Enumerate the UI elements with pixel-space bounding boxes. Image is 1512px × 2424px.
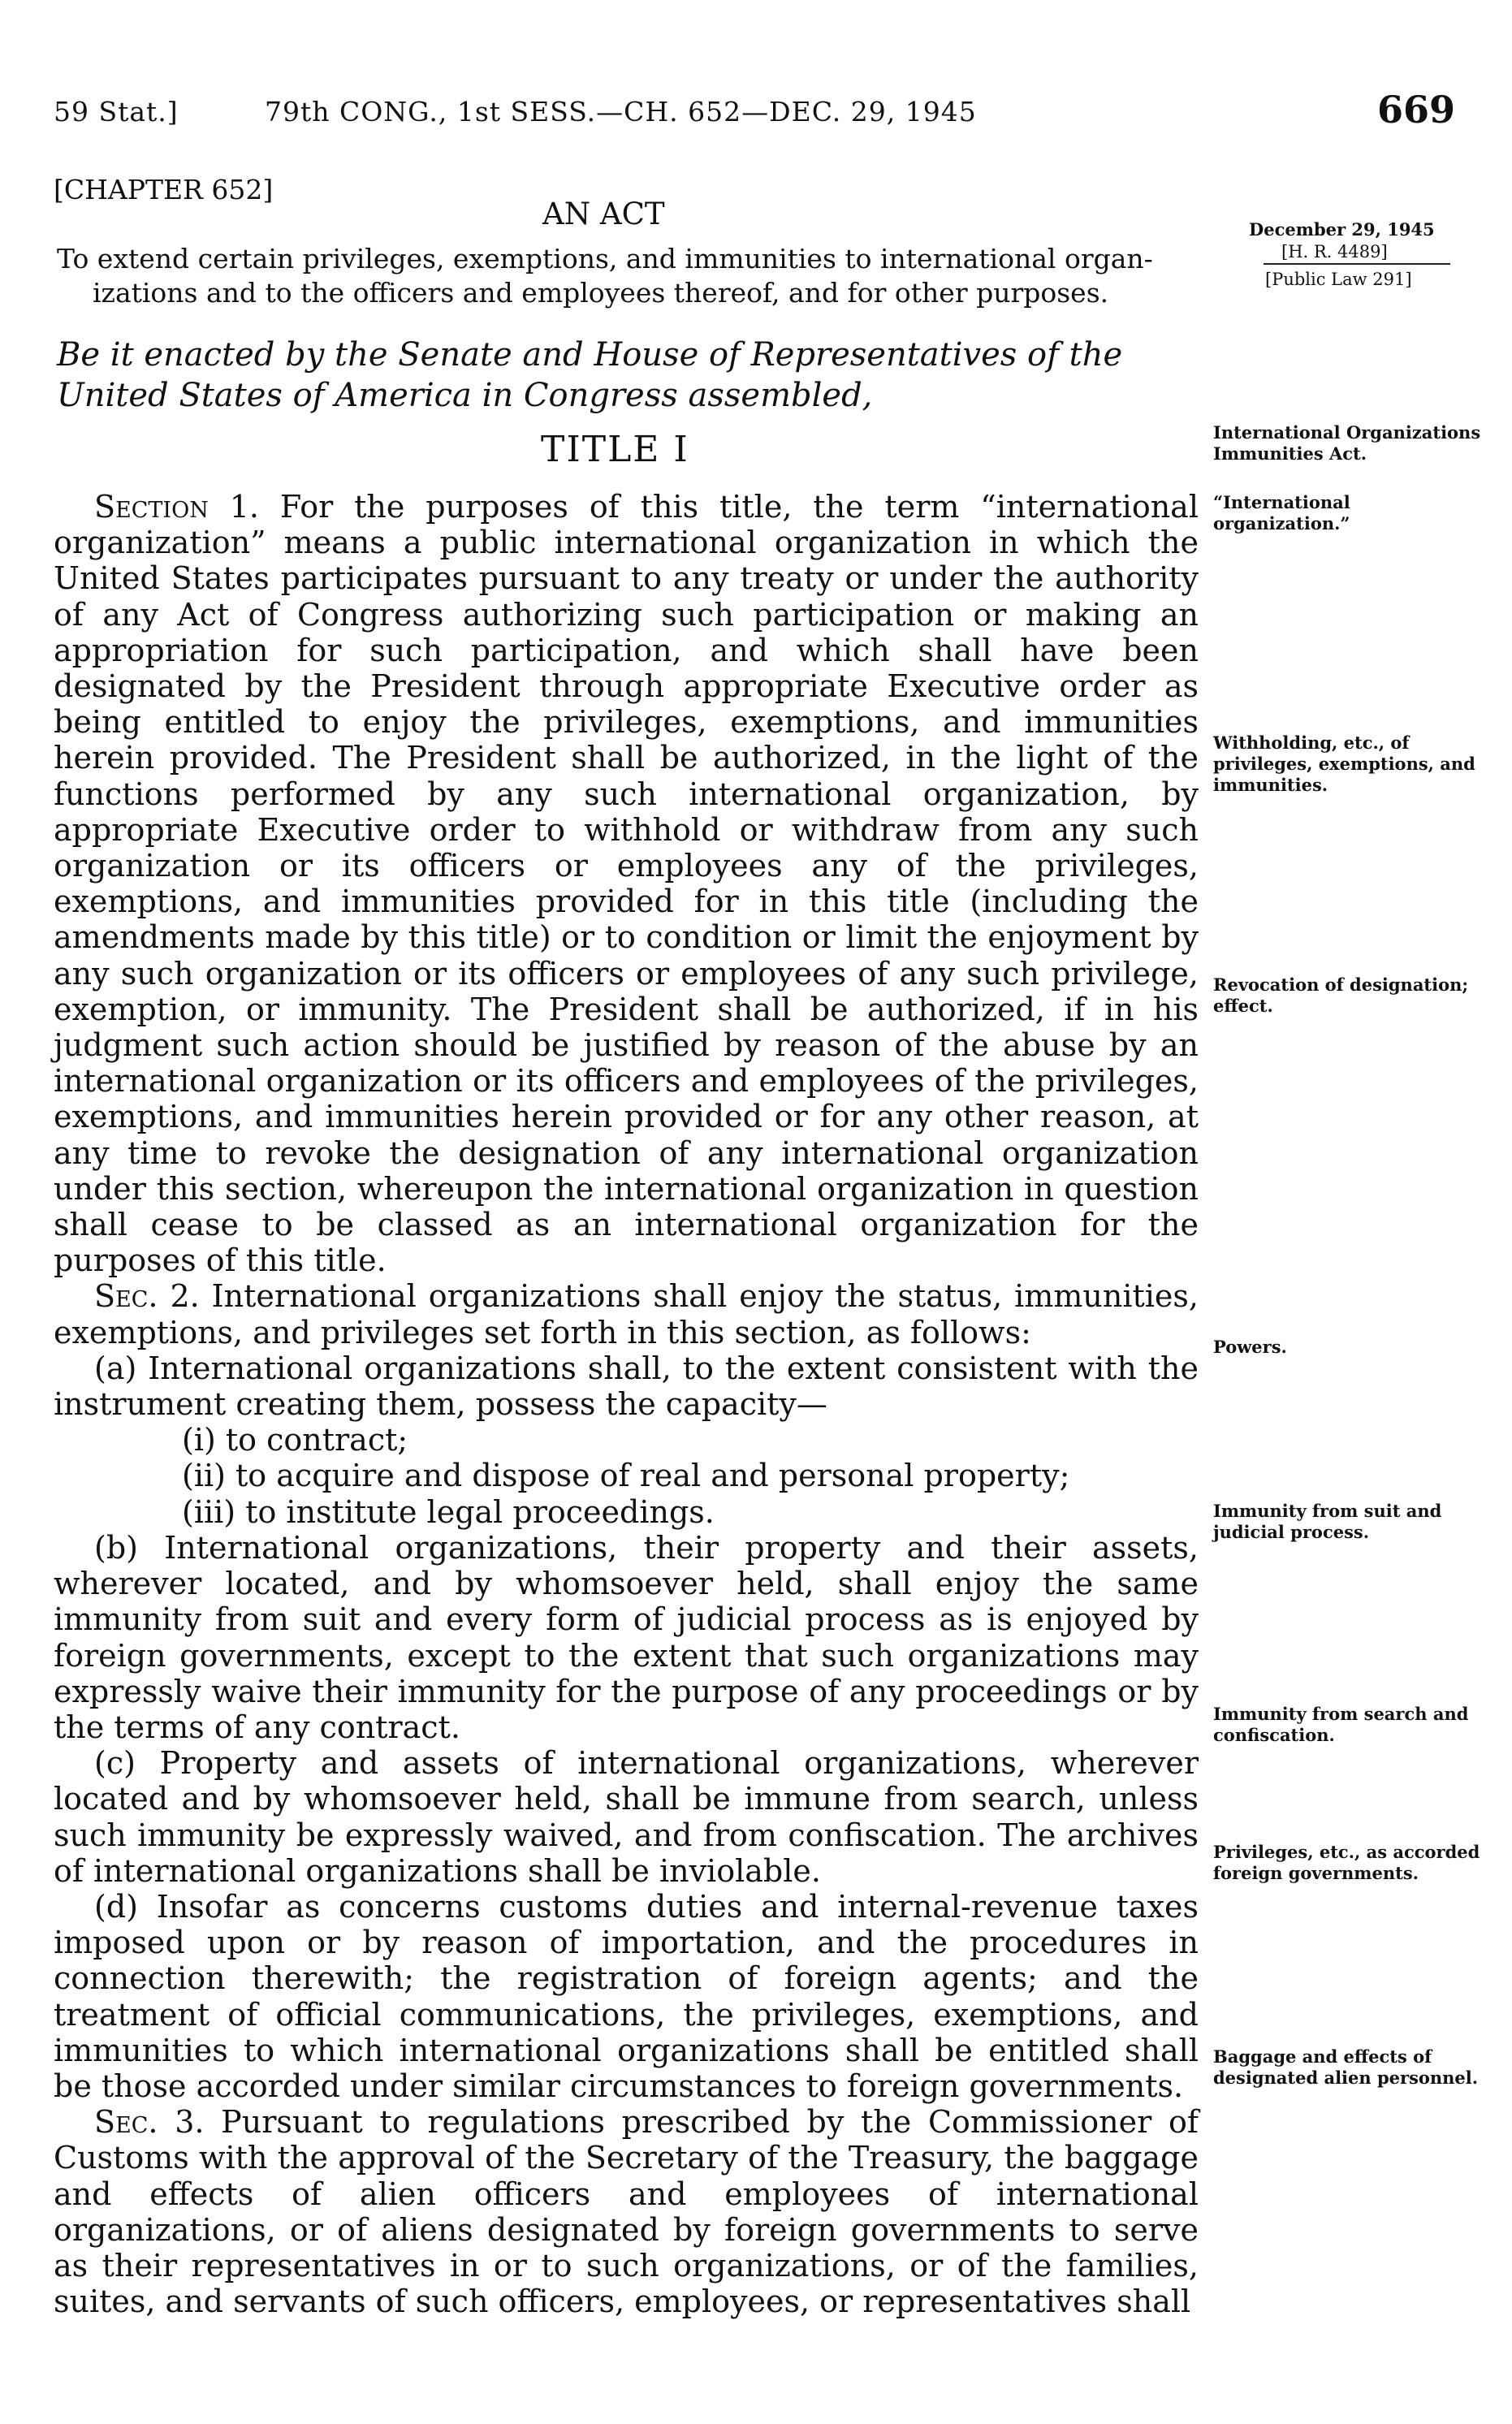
act-heading: AN ACT (542, 197, 665, 231)
item-i: (i) to contract; (182, 1422, 408, 1458)
sidenote-withholding: Withholding, etc., of privileges, exemptions, and immunities. (1213, 732, 1475, 795)
margin-public-law: [Public Law 291] (1265, 270, 1412, 289)
purpose-line-2: izations and to the officers and employees thereof, and for other purposes. (93, 277, 1109, 309)
sidenote-immunity-suit: Immunity from suit and judicial process. (1213, 1501, 1442, 1542)
paragraph-a: (a) International organizations shall, to the extent consistent with the instrument creating them, possess the capacity— (54, 1350, 1199, 1423)
section-2-text: International organizations shall enjoy the status, immunities, exemptions, and privileges set forth in this section, as follows: (54, 1278, 1199, 1350)
section-3-text: Pursuant to regulations prescribed by the Commissioner of Customs with the approval of the Secretary of the Treasury, the baggage and effects of alien officers and employees of international organizations, or of aliens designated by foreign governments to serve as their representatives in or to such organizations, or of the families, suites, and servants of such officers, employees, or representatives shall (54, 2104, 1199, 2320)
section-1-text: For the purposes of this title, the term “international organization” means a public international organization in which the United States participates pursuant to any treaty or under the authority of any Act of Congress authorizing such participation or making an appropriation for such participation, and which shall have been designated by the President through appropriate Executive order as being entitled to enjoy the privileges, exemptions, and immunities herein provided. The President shall be authorized, in the light of the functions performed by any such international organization, by appropriate Executive order to withhold or withdraw from any such organization or its officers or employees any of the privileges, exemptions, and immunities provided for in this title (including the amendments made by this title) or to condition or limit the enjoyment by any such organization or its officers or employees of any such privilege, exemption, or immunity. The President shall be authorized, if in his judgment such action should be justified by reason of the abuse by an international organization or its officers and employees of the privileges, exemptions, and immunities herein provided or for any other reason, at any time to revoke the designation of any international organization under this section, whereupon the international organization in question shall cease to be classed as an international organization for the purposes of this title. (54, 489, 1199, 1279)
sidenote-definition: “International organization.” (1213, 492, 1350, 534)
sidenote-baggage: Baggage and effects of designated alien personnel. (1213, 2046, 1479, 2088)
sidenote-privileges: Privileges, etc., as accorded foreign governments. (1213, 1842, 1480, 1883)
section-2-label: Sec. 2. (94, 1278, 200, 1315)
section-1-label: Section 1. (94, 489, 259, 525)
statute-body (54, 489, 1199, 2319)
section-2 (54, 1278, 1199, 1350)
purpose-line-1: To extend certain privileges, exemptions, and immunities to international organ- (57, 243, 1153, 274)
enacting-clause: Be it enacted by the Senate and House of Representatives of the United States of America in Congress assembled, (57, 336, 1123, 414)
section-3-label: Sec. 3. (94, 2104, 205, 2141)
sidenote-short-title: International Organizations Immunities Act. (1213, 422, 1481, 464)
header-session-info: 79th CONG., 1st SESS.—CH. 652—DEC. 29, 1945 (265, 96, 977, 127)
item-iii: (iii) to institute legal proceedings. (182, 1493, 715, 1530)
margin-bill-number: [H. R. 4489] (1281, 242, 1388, 261)
paragraph-b: (b) International organizations, their property and their assets, wherever located, and by whomsoever held, shall enjoy the same immunity from suit and every form of judicial process as is enjoyed by foreign governments, except to the extent that such organizations may expressly waive their immunity for the purpose of any proceedings or by the terms of any contract. (54, 1529, 1199, 1745)
sidenote-revocation: Revocation of designation; effect. (1213, 974, 1469, 1016)
margin-date: December 29, 1945 (1249, 219, 1435, 240)
act-purpose (57, 242, 1194, 310)
section-3 (54, 2104, 1199, 2319)
section-1 (54, 489, 1199, 1278)
sidenote-immunity-search: Immunity from search and confiscation. (1213, 1704, 1469, 1745)
page-number: 669 (1377, 88, 1456, 132)
sidenote-powers: Powers. (1213, 1337, 1287, 1357)
title-heading: TITLE I (541, 429, 689, 470)
margin-divider (1264, 263, 1450, 265)
item-ii: (ii) to acquire and dispose of real and personal property; (182, 1458, 1070, 1494)
paragraph-d: (d) Insofar as concerns customs duties and internal-revenue taxes imposed upon or by reason of importation, and the procedures in connection therewith; the registration of foreign agents; and the treatment of official communications, the privileges, exemptions, and immunities to which international organizations shall be entitled shall be those accorded under similar circumstances to foreign governments. (54, 1888, 1199, 2104)
paragraph-c: (c) Property and assets of international organizations, wherever located and by whomsoever held, shall be immune from search, unless such immunity be expressly waived, and from confiscation. The archives of international organizations shall be inviolable. (54, 1745, 1199, 1889)
header-statute-reference: 59 Stat.] (54, 96, 179, 127)
chapter-label: [CHAPTER 652] (54, 174, 274, 205)
